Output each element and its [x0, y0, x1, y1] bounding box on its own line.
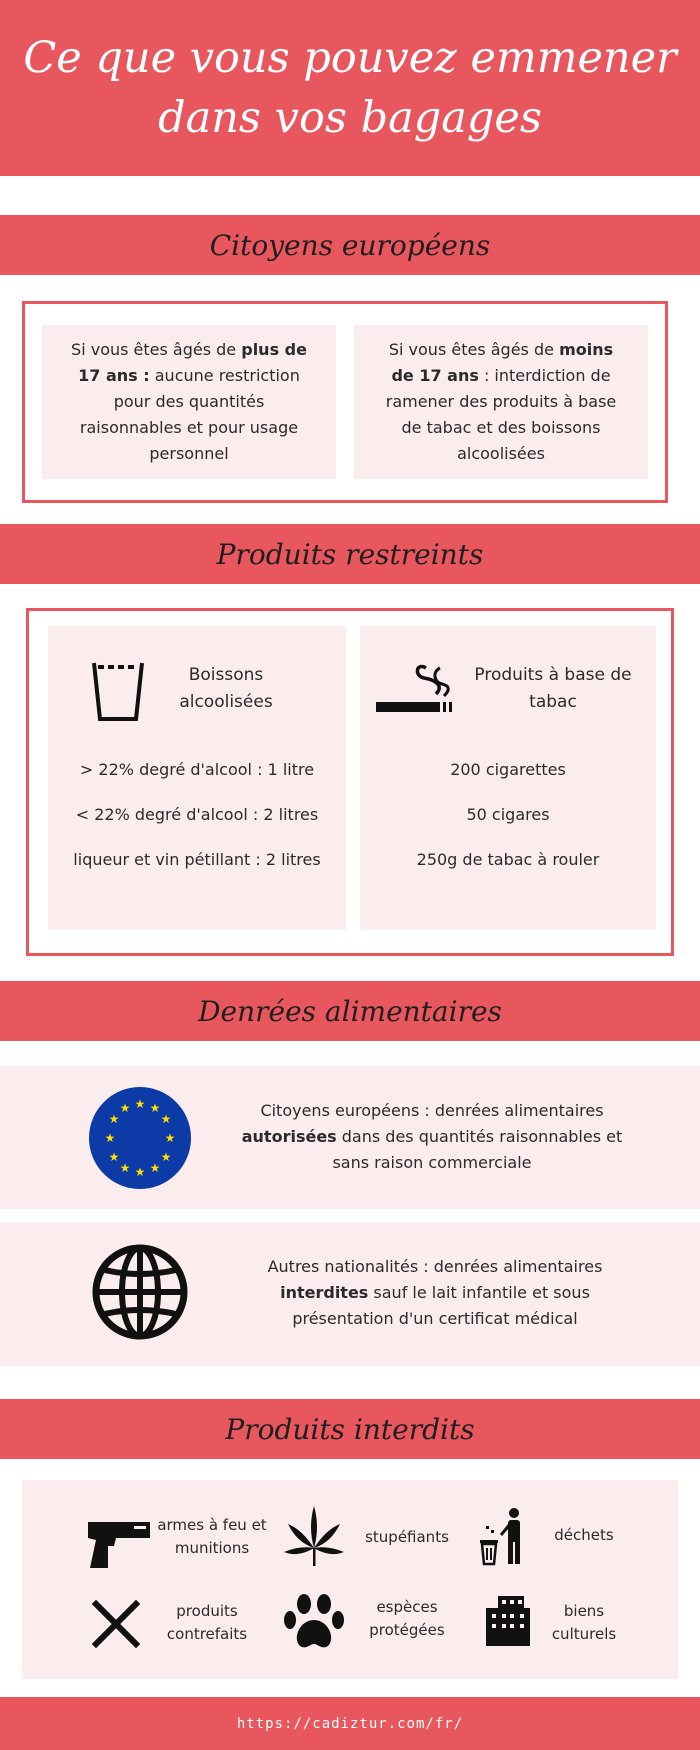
- building-icon: [484, 1594, 532, 1646]
- tobacco-rule-3: 250g de tabac à rouler: [416, 850, 600, 869]
- svg-text:★: ★: [119, 1161, 131, 1175]
- cannabis-leaf-icon: [282, 1504, 346, 1568]
- paw-icon: [284, 1592, 344, 1650]
- food-other-text: Autres nationalités : denrées alimentaires interdites sauf le lait infantile et sous présentation d'un certificat médical: [267, 1257, 603, 1328]
- page-title-line-1: Ce que vous pouvez emmener: [23, 33, 677, 83]
- over-17-card: [42, 325, 336, 479]
- page-title-line-2: dans vos bagages: [158, 93, 542, 143]
- page-title-banner: [0, 0, 700, 176]
- footer-banner: [0, 1697, 700, 1750]
- svg-text:★: ★: [134, 1097, 146, 1111]
- section-heading-food: [0, 981, 700, 1041]
- svg-text:★: ★: [149, 1101, 161, 1115]
- under-17-text: Si vous êtes âgés de moins de 17 ans : interdiction de ramener des produits à base de tabac et des boissons alcoolisées: [385, 340, 617, 463]
- globe-icon: [90, 1242, 190, 1342]
- svg-text:★: ★: [108, 1112, 120, 1126]
- tobacco-title: Produits à base de tabac: [474, 665, 632, 712]
- svg-text:★: ★: [160, 1150, 172, 1164]
- tobacco-rule-1: 200 cigarettes: [450, 760, 566, 779]
- svg-text:★: ★: [149, 1161, 161, 1175]
- cigarette-icon: [374, 658, 454, 716]
- tobacco-card: [360, 626, 656, 930]
- svg-text:★: ★: [134, 1165, 146, 1179]
- alcohol-rule-1: > 22% degré d'alcool : 1 litre: [79, 760, 315, 779]
- svg-text:★: ★: [104, 1131, 116, 1145]
- section-heading-label: Denrées alimentaires: [198, 994, 502, 1028]
- section-heading-label: Citoyens européens: [209, 228, 491, 262]
- cross-icon: [92, 1600, 140, 1648]
- forbidden-label-cultural: biens culturels: [551, 1602, 617, 1643]
- forbidden-label-drugs: stupéfiants: [365, 1528, 449, 1546]
- alcohol-rule-2: < 22% degré d'alcool : 2 litres: [75, 805, 319, 824]
- section-heading-restricted: [0, 524, 700, 584]
- glass-icon: [92, 661, 144, 721]
- food-other-row: [0, 1222, 700, 1366]
- forbidden-label-counterfeit: produits contrefaits: [166, 1602, 248, 1643]
- footer-url[interactable]: https://cadiztur.com/fr/: [236, 1715, 464, 1732]
- section-heading-eu-citizens: [0, 215, 700, 275]
- alcohol-title: Boissons alcoolisées: [179, 665, 273, 712]
- svg-text:★: ★: [164, 1131, 176, 1145]
- eu-flag-icon: [88, 1086, 192, 1190]
- svg-text:★: ★: [119, 1101, 131, 1115]
- food-eu-row: [0, 1066, 700, 1209]
- over-17-text: Si vous êtes âgés de plus de 17 ans : aucune restriction pour des quantités raisonnables et pour usage personnel: [71, 340, 307, 463]
- gun-icon: [86, 1518, 152, 1570]
- section-heading-label: Produits restreints: [216, 537, 484, 571]
- food-eu-text: Citoyens européens : denrées alimentaires autorisées dans des quantités raisonnables et sans raison commerciale: [241, 1101, 623, 1172]
- tobacco-rule-2: 50 cigares: [466, 805, 550, 824]
- svg-text:★: ★: [108, 1150, 120, 1164]
- section-heading-label: Produits interdits: [225, 1412, 475, 1446]
- forbidden-label-waste: déchets: [554, 1526, 614, 1544]
- alcohol-card: [48, 626, 346, 930]
- forbidden-label-species: espèces protégées: [369, 1598, 445, 1639]
- alcohol-rule-3: liqueur et vin pétillant : 2 litres: [73, 850, 321, 869]
- trash-person-icon: [478, 1508, 526, 1566]
- forbidden-label-weapons: armes à feu et munitions: [157, 1516, 267, 1557]
- under-17-card: [354, 325, 648, 479]
- section-heading-forbidden: [0, 1399, 700, 1459]
- forbidden-panel: [22, 1480, 678, 1679]
- svg-text:★: ★: [160, 1112, 172, 1126]
